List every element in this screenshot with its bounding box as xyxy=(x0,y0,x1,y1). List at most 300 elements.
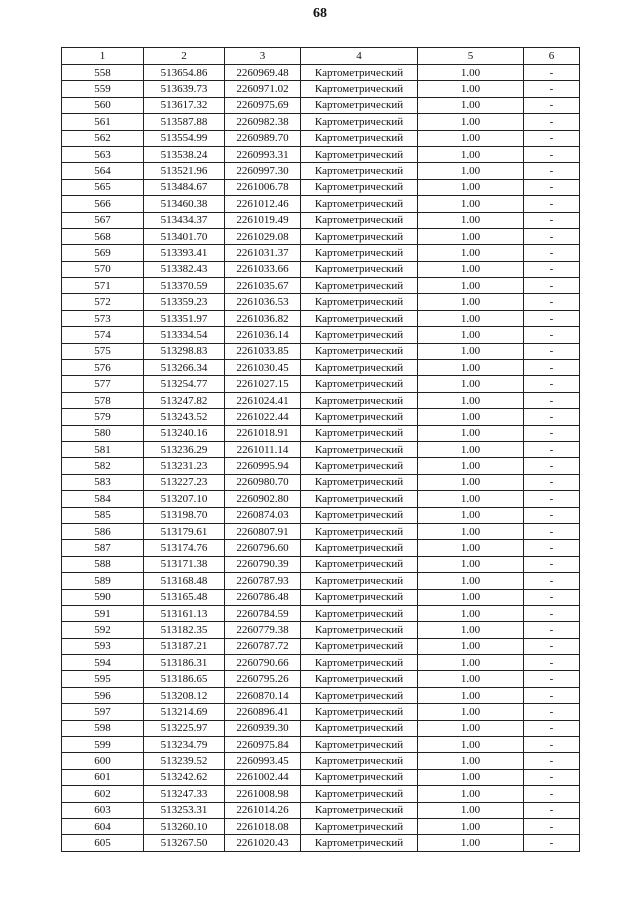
table-row xyxy=(62,687,580,703)
y-coordinate-cell: 2261024.41 xyxy=(225,392,301,408)
accuracy-cell: 1.00 xyxy=(418,179,524,195)
method-cell: Картометрический xyxy=(301,245,418,261)
accuracy-cell: 1.00 xyxy=(418,769,524,785)
accuracy-cell: 1.00 xyxy=(418,278,524,294)
x-coordinate-cell: 513351.97 xyxy=(144,310,225,326)
note-cell: - xyxy=(524,786,580,802)
point-number-cell: 585 xyxy=(62,507,144,523)
method-cell: Картометрический xyxy=(301,97,418,113)
note-cell: - xyxy=(524,441,580,457)
method-cell: Картометрический xyxy=(301,278,418,294)
note-cell: - xyxy=(524,360,580,376)
x-coordinate-cell: 513182.35 xyxy=(144,622,225,638)
accuracy-cell: 1.00 xyxy=(418,245,524,261)
y-coordinate-cell: 2261019.49 xyxy=(225,212,301,228)
header-cell-5: 5 xyxy=(418,48,524,65)
accuracy-cell: 1.00 xyxy=(418,130,524,146)
x-coordinate-cell: 513234.79 xyxy=(144,737,225,753)
point-number-cell: 596 xyxy=(62,687,144,703)
point-number-cell: 594 xyxy=(62,655,144,671)
point-number-cell: 568 xyxy=(62,228,144,244)
method-cell: Картометрический xyxy=(301,409,418,425)
accuracy-cell: 1.00 xyxy=(418,425,524,441)
point-number-cell: 577 xyxy=(62,376,144,392)
point-number-cell: 603 xyxy=(62,802,144,818)
accuracy-cell: 1.00 xyxy=(418,261,524,277)
table-row xyxy=(62,327,580,343)
y-coordinate-cell: 2260787.72 xyxy=(225,638,301,654)
point-number-cell: 570 xyxy=(62,261,144,277)
table-row xyxy=(62,622,580,638)
method-cell: Картометрический xyxy=(301,360,418,376)
table-row xyxy=(62,278,580,294)
y-coordinate-cell: 2261012.46 xyxy=(225,196,301,212)
note-cell: - xyxy=(524,737,580,753)
point-number-cell: 586 xyxy=(62,523,144,539)
method-cell: Картометрический xyxy=(301,163,418,179)
note-cell: - xyxy=(524,65,580,81)
point-number-cell: 593 xyxy=(62,638,144,654)
note-cell: - xyxy=(524,81,580,97)
accuracy-cell: 1.00 xyxy=(418,687,524,703)
accuracy-cell: 1.00 xyxy=(418,163,524,179)
x-coordinate-cell: 513254.77 xyxy=(144,376,225,392)
note-cell: - xyxy=(524,294,580,310)
note-cell: - xyxy=(524,196,580,212)
note-cell: - xyxy=(524,130,580,146)
y-coordinate-cell: 2260870.14 xyxy=(225,687,301,703)
table-row xyxy=(62,556,580,572)
y-coordinate-cell: 2260980.70 xyxy=(225,474,301,490)
note-cell: - xyxy=(524,261,580,277)
accuracy-cell: 1.00 xyxy=(418,507,524,523)
method-cell: Картометрический xyxy=(301,196,418,212)
point-number-cell: 565 xyxy=(62,179,144,195)
method-cell: Картометрический xyxy=(301,310,418,326)
note-cell: - xyxy=(524,671,580,687)
y-coordinate-cell: 2261033.66 xyxy=(225,261,301,277)
method-cell: Картометрический xyxy=(301,540,418,556)
method-cell: Картометрический xyxy=(301,392,418,408)
y-coordinate-cell: 2261020.43 xyxy=(225,835,301,851)
accuracy-cell: 1.00 xyxy=(418,228,524,244)
note-cell: - xyxy=(524,622,580,638)
x-coordinate-cell: 513236.29 xyxy=(144,441,225,457)
point-number-cell: 574 xyxy=(62,327,144,343)
table-row xyxy=(62,196,580,212)
header-cell-2: 2 xyxy=(144,48,225,65)
y-coordinate-cell: 2260790.39 xyxy=(225,556,301,572)
method-cell: Картометрический xyxy=(301,114,418,130)
y-coordinate-cell: 2261014.26 xyxy=(225,802,301,818)
accuracy-cell: 1.00 xyxy=(418,376,524,392)
accuracy-cell: 1.00 xyxy=(418,294,524,310)
point-number-cell: 589 xyxy=(62,573,144,589)
accuracy-cell: 1.00 xyxy=(418,818,524,834)
x-coordinate-cell: 513174.76 xyxy=(144,540,225,556)
note-cell: - xyxy=(524,818,580,834)
y-coordinate-cell: 2260807.91 xyxy=(225,523,301,539)
accuracy-cell: 1.00 xyxy=(418,737,524,753)
y-coordinate-cell: 2261027.15 xyxy=(225,376,301,392)
note-cell: - xyxy=(524,409,580,425)
x-coordinate-cell: 513260.10 xyxy=(144,818,225,834)
y-coordinate-cell: 2260796.60 xyxy=(225,540,301,556)
header-cell-3: 3 xyxy=(225,48,301,65)
accuracy-cell: 1.00 xyxy=(418,65,524,81)
note-cell: - xyxy=(524,146,580,162)
y-coordinate-cell: 2260975.84 xyxy=(225,737,301,753)
table-row xyxy=(62,65,580,81)
table-row xyxy=(62,786,580,802)
y-coordinate-cell: 2260779.38 xyxy=(225,622,301,638)
point-number-cell: 561 xyxy=(62,114,144,130)
x-coordinate-cell: 513334.54 xyxy=(144,327,225,343)
table-row xyxy=(62,81,580,97)
y-coordinate-cell: 2260784.59 xyxy=(225,605,301,621)
x-coordinate-cell: 513225.97 xyxy=(144,720,225,736)
y-coordinate-cell: 2260997.30 xyxy=(225,163,301,179)
method-cell: Картометрический xyxy=(301,376,418,392)
x-coordinate-cell: 513393.41 xyxy=(144,245,225,261)
point-number-cell: 595 xyxy=(62,671,144,687)
method-cell: Картометрический xyxy=(301,65,418,81)
y-coordinate-cell: 2261036.53 xyxy=(225,294,301,310)
method-cell: Картометрический xyxy=(301,261,418,277)
x-coordinate-cell: 513460.38 xyxy=(144,196,225,212)
accuracy-cell: 1.00 xyxy=(418,409,524,425)
note-cell: - xyxy=(524,605,580,621)
x-coordinate-cell: 513171.38 xyxy=(144,556,225,572)
table-row xyxy=(62,818,580,834)
x-coordinate-cell: 513186.31 xyxy=(144,655,225,671)
y-coordinate-cell: 2261002.44 xyxy=(225,769,301,785)
method-cell: Картометрический xyxy=(301,638,418,654)
point-number-cell: 598 xyxy=(62,720,144,736)
y-coordinate-cell: 2261035.67 xyxy=(225,278,301,294)
x-coordinate-cell: 513654.86 xyxy=(144,65,225,81)
method-cell: Картометрический xyxy=(301,737,418,753)
y-coordinate-cell: 2261029.08 xyxy=(225,228,301,244)
method-cell: Картометрический xyxy=(301,491,418,507)
x-coordinate-cell: 513208.12 xyxy=(144,687,225,703)
table-row xyxy=(62,769,580,785)
y-coordinate-cell: 2261018.08 xyxy=(225,818,301,834)
method-cell: Картометрический xyxy=(301,655,418,671)
note-cell: - xyxy=(524,753,580,769)
x-coordinate-cell: 513267.50 xyxy=(144,835,225,851)
method-cell: Картометрический xyxy=(301,687,418,703)
method-cell: Картометрический xyxy=(301,343,418,359)
note-cell: - xyxy=(524,638,580,654)
method-cell: Картометрический xyxy=(301,704,418,720)
table-row xyxy=(62,310,580,326)
note-cell: - xyxy=(524,507,580,523)
method-cell: Картометрический xyxy=(301,81,418,97)
page-number: 68 xyxy=(313,6,327,21)
note-cell: - xyxy=(524,163,580,179)
point-number-cell: 563 xyxy=(62,146,144,162)
accuracy-cell: 1.00 xyxy=(418,540,524,556)
point-number-cell: 571 xyxy=(62,278,144,294)
point-number-cell: 591 xyxy=(62,605,144,621)
method-cell: Картометрический xyxy=(301,212,418,228)
x-coordinate-cell: 513187.21 xyxy=(144,638,225,654)
accuracy-cell: 1.00 xyxy=(418,671,524,687)
accuracy-cell: 1.00 xyxy=(418,556,524,572)
table-row xyxy=(62,360,580,376)
method-cell: Картометрический xyxy=(301,523,418,539)
accuracy-cell: 1.00 xyxy=(418,97,524,113)
y-coordinate-cell: 2261011.14 xyxy=(225,441,301,457)
note-cell: - xyxy=(524,704,580,720)
x-coordinate-cell: 513587.88 xyxy=(144,114,225,130)
table-row xyxy=(62,605,580,621)
x-coordinate-cell: 513239.52 xyxy=(144,753,225,769)
accuracy-cell: 1.00 xyxy=(418,753,524,769)
y-coordinate-cell: 2260902.80 xyxy=(225,491,301,507)
table-row xyxy=(62,573,580,589)
y-coordinate-cell: 2261022.44 xyxy=(225,409,301,425)
table-row xyxy=(62,212,580,228)
accuracy-cell: 1.00 xyxy=(418,81,524,97)
note-cell: - xyxy=(524,458,580,474)
table-row xyxy=(62,114,580,130)
method-cell: Картометрический xyxy=(301,327,418,343)
note-cell: - xyxy=(524,327,580,343)
x-coordinate-cell: 513401.70 xyxy=(144,228,225,244)
point-number-cell: 600 xyxy=(62,753,144,769)
note-cell: - xyxy=(524,97,580,113)
point-number-cell: 604 xyxy=(62,818,144,834)
note-cell: - xyxy=(524,687,580,703)
accuracy-cell: 1.00 xyxy=(418,310,524,326)
y-coordinate-cell: 2260982.38 xyxy=(225,114,301,130)
point-number-cell: 569 xyxy=(62,245,144,261)
note-cell: - xyxy=(524,540,580,556)
x-coordinate-cell: 513554.99 xyxy=(144,130,225,146)
table-row xyxy=(62,507,580,523)
accuracy-cell: 1.00 xyxy=(418,392,524,408)
y-coordinate-cell: 2260795.26 xyxy=(225,671,301,687)
x-coordinate-cell: 513161.13 xyxy=(144,605,225,621)
note-cell: - xyxy=(524,556,580,572)
table-row xyxy=(62,704,580,720)
note-cell: - xyxy=(524,228,580,244)
y-coordinate-cell: 2261036.82 xyxy=(225,310,301,326)
x-coordinate-cell: 513298.83 xyxy=(144,343,225,359)
x-coordinate-cell: 513521.96 xyxy=(144,163,225,179)
point-number-cell: 575 xyxy=(62,343,144,359)
table-row xyxy=(62,458,580,474)
y-coordinate-cell: 2261036.14 xyxy=(225,327,301,343)
point-number-cell: 559 xyxy=(62,81,144,97)
x-coordinate-cell: 513168.48 xyxy=(144,573,225,589)
note-cell: - xyxy=(524,245,580,261)
y-coordinate-cell: 2261030.45 xyxy=(225,360,301,376)
method-cell: Картометрический xyxy=(301,474,418,490)
accuracy-cell: 1.00 xyxy=(418,491,524,507)
point-number-cell: 562 xyxy=(62,130,144,146)
method-cell: Картометрический xyxy=(301,753,418,769)
point-number-cell: 564 xyxy=(62,163,144,179)
method-cell: Картометрический xyxy=(301,720,418,736)
x-coordinate-cell: 513538.24 xyxy=(144,146,225,162)
point-number-cell: 560 xyxy=(62,97,144,113)
table-row xyxy=(62,425,580,441)
accuracy-cell: 1.00 xyxy=(418,573,524,589)
x-coordinate-cell: 513179.61 xyxy=(144,523,225,539)
method-cell: Картометрический xyxy=(301,130,418,146)
x-coordinate-cell: 513240.16 xyxy=(144,425,225,441)
table-row xyxy=(62,130,580,146)
x-coordinate-cell: 513243.52 xyxy=(144,409,225,425)
point-number-cell: 605 xyxy=(62,835,144,851)
method-cell: Картометрический xyxy=(301,818,418,834)
point-number-cell: 588 xyxy=(62,556,144,572)
point-number-cell: 582 xyxy=(62,458,144,474)
point-number-cell: 578 xyxy=(62,392,144,408)
table-row xyxy=(62,376,580,392)
note-cell: - xyxy=(524,474,580,490)
method-cell: Картометрический xyxy=(301,441,418,457)
y-coordinate-cell: 2260787.93 xyxy=(225,573,301,589)
y-coordinate-cell: 2260993.45 xyxy=(225,753,301,769)
y-coordinate-cell: 2261006.78 xyxy=(225,179,301,195)
note-cell: - xyxy=(524,376,580,392)
x-coordinate-cell: 513242.62 xyxy=(144,769,225,785)
table-row xyxy=(62,802,580,818)
accuracy-cell: 1.00 xyxy=(418,196,524,212)
method-cell: Картометрический xyxy=(301,835,418,851)
table-row xyxy=(62,245,580,261)
point-number-cell: 573 xyxy=(62,310,144,326)
y-coordinate-cell: 2261031.37 xyxy=(225,245,301,261)
note-cell: - xyxy=(524,114,580,130)
point-number-cell: 580 xyxy=(62,425,144,441)
accuracy-cell: 1.00 xyxy=(418,786,524,802)
y-coordinate-cell: 2260995.94 xyxy=(225,458,301,474)
y-coordinate-cell: 2261008.98 xyxy=(225,786,301,802)
x-coordinate-cell: 513382.43 xyxy=(144,261,225,277)
accuracy-cell: 1.00 xyxy=(418,638,524,654)
header-cell-6: 6 xyxy=(524,48,580,65)
point-number-cell: 599 xyxy=(62,737,144,753)
note-cell: - xyxy=(524,523,580,539)
table-row xyxy=(62,523,580,539)
x-coordinate-cell: 513247.33 xyxy=(144,786,225,802)
table-row xyxy=(62,737,580,753)
y-coordinate-cell: 2260989.70 xyxy=(225,130,301,146)
method-cell: Картометрический xyxy=(301,671,418,687)
method-cell: Картометрический xyxy=(301,179,418,195)
y-coordinate-cell: 2260790.66 xyxy=(225,655,301,671)
point-number-cell: 567 xyxy=(62,212,144,228)
x-coordinate-cell: 513617.32 xyxy=(144,97,225,113)
table-row xyxy=(62,294,580,310)
note-cell: - xyxy=(524,720,580,736)
accuracy-cell: 1.00 xyxy=(418,589,524,605)
y-coordinate-cell: 2260939.30 xyxy=(225,720,301,736)
point-number-cell: 572 xyxy=(62,294,144,310)
y-coordinate-cell: 2260874.03 xyxy=(225,507,301,523)
table-row xyxy=(62,671,580,687)
point-number-cell: 584 xyxy=(62,491,144,507)
coordinates-table xyxy=(61,47,580,852)
method-cell: Картометрический xyxy=(301,425,418,441)
table-row xyxy=(62,228,580,244)
table-row xyxy=(62,343,580,359)
table-row xyxy=(62,441,580,457)
accuracy-cell: 1.00 xyxy=(418,360,524,376)
point-number-cell: 579 xyxy=(62,409,144,425)
accuracy-cell: 1.00 xyxy=(418,327,524,343)
point-number-cell: 602 xyxy=(62,786,144,802)
x-coordinate-cell: 513484.67 xyxy=(144,179,225,195)
point-number-cell: 566 xyxy=(62,196,144,212)
x-coordinate-cell: 513266.34 xyxy=(144,360,225,376)
x-coordinate-cell: 513214.69 xyxy=(144,704,225,720)
method-cell: Картометрический xyxy=(301,573,418,589)
x-coordinate-cell: 513253.31 xyxy=(144,802,225,818)
accuracy-cell: 1.00 xyxy=(418,441,524,457)
table-row xyxy=(62,753,580,769)
accuracy-cell: 1.00 xyxy=(418,802,524,818)
method-cell: Картометрический xyxy=(301,786,418,802)
method-cell: Картометрический xyxy=(301,458,418,474)
x-coordinate-cell: 513231.23 xyxy=(144,458,225,474)
note-cell: - xyxy=(524,769,580,785)
x-coordinate-cell: 513165.48 xyxy=(144,589,225,605)
x-coordinate-cell: 513359.23 xyxy=(144,294,225,310)
y-coordinate-cell: 2260971.02 xyxy=(225,81,301,97)
method-cell: Картометрический xyxy=(301,802,418,818)
accuracy-cell: 1.00 xyxy=(418,655,524,671)
y-coordinate-cell: 2260969.48 xyxy=(225,65,301,81)
method-cell: Картометрический xyxy=(301,294,418,310)
y-coordinate-cell: 2260896.41 xyxy=(225,704,301,720)
table-row xyxy=(62,179,580,195)
note-cell: - xyxy=(524,491,580,507)
method-cell: Картометрический xyxy=(301,605,418,621)
point-number-cell: 590 xyxy=(62,589,144,605)
y-coordinate-cell: 2261033.85 xyxy=(225,343,301,359)
accuracy-cell: 1.00 xyxy=(418,835,524,851)
y-coordinate-cell: 2261018.91 xyxy=(225,425,301,441)
x-coordinate-cell: 513434.37 xyxy=(144,212,225,228)
point-number-cell: 592 xyxy=(62,622,144,638)
note-cell: - xyxy=(524,310,580,326)
accuracy-cell: 1.00 xyxy=(418,146,524,162)
y-coordinate-cell: 2260993.31 xyxy=(225,146,301,162)
point-number-cell: 587 xyxy=(62,540,144,556)
table-row xyxy=(62,392,580,408)
accuracy-cell: 1.00 xyxy=(418,720,524,736)
method-cell: Картометрический xyxy=(301,228,418,244)
note-cell: - xyxy=(524,343,580,359)
x-coordinate-cell: 513198.70 xyxy=(144,507,225,523)
accuracy-cell: 1.00 xyxy=(418,605,524,621)
point-number-cell: 601 xyxy=(62,769,144,785)
accuracy-cell: 1.00 xyxy=(418,114,524,130)
note-cell: - xyxy=(524,212,580,228)
x-coordinate-cell: 513207.10 xyxy=(144,491,225,507)
table-row xyxy=(62,146,580,162)
table-row xyxy=(62,655,580,671)
note-cell: - xyxy=(524,589,580,605)
method-cell: Картометрический xyxy=(301,622,418,638)
table-row xyxy=(62,720,580,736)
